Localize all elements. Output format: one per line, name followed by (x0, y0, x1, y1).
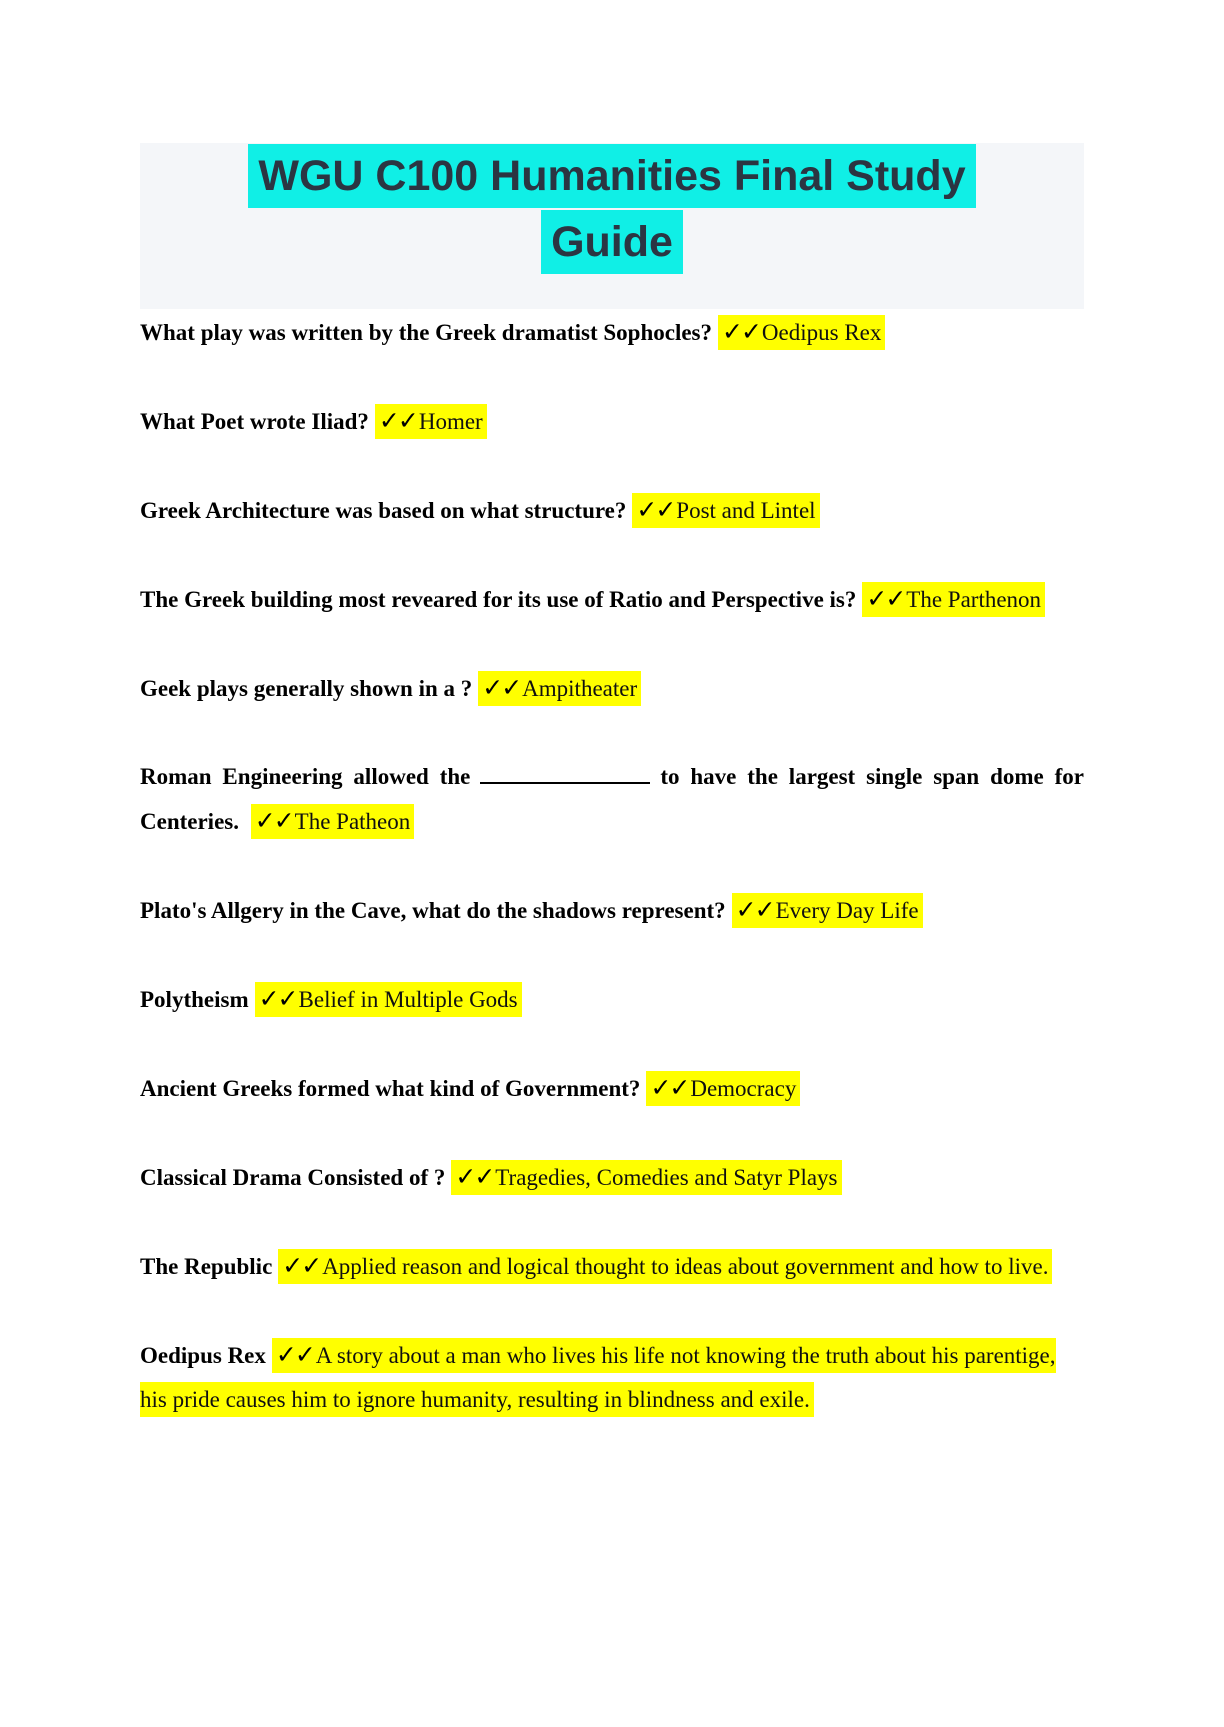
qa-item (140, 1333, 1084, 1422)
checkmark-icons: ✓✓ (282, 1251, 321, 1280)
answer-text: Belief in Multiple Gods (298, 987, 518, 1012)
answer-text: Oedipus Rex (761, 320, 882, 345)
checkmark-icons: ✓✓ (455, 1162, 494, 1191)
answer-text: Applied reason and logical thought to ideas about government and how to live. (322, 1254, 1049, 1279)
checkmark-icons: ✓✓ (254, 806, 293, 835)
qa-item (140, 488, 1084, 533)
qa-item (140, 977, 1084, 1022)
checkmark-icons: ✓✓ (258, 984, 297, 1013)
question-text: The Greek building most reveared for its use of Ratio and Perspective is? (140, 587, 857, 612)
question-text: What play was written by the Greek dramatist Sophocles? (140, 320, 713, 345)
answer-highlight (140, 1338, 1056, 1417)
question-text: Ancient Greeks formed what kind of Government? (140, 1076, 641, 1101)
question-text: What Poet wrote Iliad? (140, 409, 369, 434)
answer-highlight (451, 1160, 841, 1195)
answer-text: Ampitheater (522, 676, 638, 701)
page-title-line-2 (140, 209, 1084, 275)
checkmark-icons: ✓✓ (735, 895, 774, 924)
checkmark-icons: ✓✓ (866, 584, 905, 613)
question-text: Geek plays generally shown in a ? (140, 676, 473, 701)
answer-text: Homer (418, 409, 483, 434)
answer-highlight (478, 671, 641, 706)
question-list (140, 309, 1084, 1422)
qa-item (140, 666, 1084, 711)
title-highlight: Guide (541, 210, 683, 274)
answer-highlight (278, 1249, 1052, 1284)
question-text: The Republic (140, 1254, 273, 1279)
answer-text: The Parthenon (906, 587, 1042, 612)
question-text: Classical Drama Consisted of ? (140, 1165, 446, 1190)
document-header (140, 143, 1084, 309)
question-text: Polytheism (140, 987, 249, 1012)
question-text: Oedipus Rex (140, 1343, 266, 1368)
answer-highlight (632, 493, 819, 528)
answer-highlight (646, 1071, 800, 1106)
question-text: Roman Engineering allowed the (140, 764, 471, 789)
answer-text: Post and Lintel (676, 498, 816, 523)
qa-item (140, 1244, 1084, 1289)
title-highlight: WGU C100 Humanities Final Study (248, 144, 975, 208)
qa-item (140, 399, 1084, 444)
qa-item (140, 1066, 1084, 1111)
answer-text: Democracy (690, 1076, 797, 1101)
qa-item (140, 310, 1084, 355)
qa-item (140, 1155, 1084, 1200)
answer-highlight (255, 982, 522, 1017)
question-text: Plato's Allgery in the Cave, what do the shadows represent? (140, 898, 726, 923)
question-text-continued: to have the largest single span dome for Centeries. (140, 764, 1085, 834)
checkmark-icons: ✓✓ (636, 495, 675, 524)
checkmark-icons: ✓✓ (378, 406, 417, 435)
answer-text: A story about a man who lives his life not knowing the truth about his parentige, his pride causes him to ignore humanity, resulting in blindness and exile. (140, 1343, 1056, 1412)
answer-highlight (251, 804, 415, 839)
qa-item (140, 755, 1084, 844)
checkmark-icons: ✓✓ (482, 673, 521, 702)
checkmark-icons: ✓✓ (650, 1073, 689, 1102)
answer-text: Tragedies, Comedies and Satyr Plays (495, 1165, 838, 1190)
qa-item (140, 577, 1084, 622)
answer-text: Every Day Life (775, 898, 919, 923)
answer-highlight (862, 582, 1045, 617)
checkmark-icons: ✓✓ (275, 1340, 314, 1369)
question-text: Greek Architecture was based on what structure? (140, 498, 627, 523)
answer-text: The Patheon (294, 809, 411, 834)
qa-item (140, 888, 1084, 933)
checkmark-icons: ✓✓ (722, 317, 760, 346)
fill-in-blank-line (480, 779, 650, 784)
page-title-line-1 (140, 143, 1084, 209)
answer-highlight (375, 404, 487, 439)
answer-highlight (732, 893, 923, 928)
answer-highlight (718, 315, 885, 350)
